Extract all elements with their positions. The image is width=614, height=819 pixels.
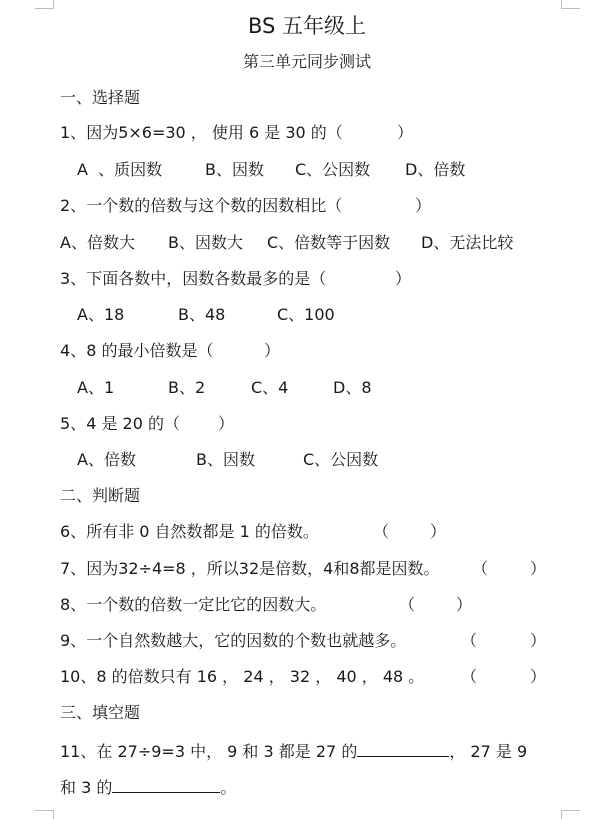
q4-option-b: B、2 — [168, 378, 206, 397]
q3-option-c: C、100 — [277, 305, 335, 324]
question-11-line-2: 和 3 的 。 — [60, 778, 237, 797]
q1-option-a: A 、质因数 — [77, 160, 163, 179]
section-heading-judgment: 二、判断题 — [60, 486, 141, 505]
question-5: 5、4 是 20 的（ — [60, 414, 180, 433]
question-7-paren-open: （ — [472, 559, 489, 578]
crop-mark-top-left — [35, 0, 54, 9]
question-2: 2、一个数的倍数与这个数的因数相比（ — [60, 196, 343, 215]
question-7-paren-close: ） — [530, 559, 547, 578]
question-6: 6、所有非 0 自然数都是 1 的倍数。 — [60, 522, 319, 541]
q1-option-c: C、公因数 — [295, 160, 371, 179]
question-4: 4、8 的最小倍数是（ — [60, 341, 214, 360]
q4-option-a: A、1 — [77, 378, 115, 397]
section-heading-fill-blank: 三、填空题 — [60, 703, 141, 722]
question-11-line-1: 11、在 27÷9=3 中， 9 和 3 都是 27 的 ， 27 是 9 — [60, 742, 528, 761]
q2-option-d: D、无法比较 — [421, 233, 514, 252]
q3-option-a: A、18 — [77, 305, 125, 324]
answer-blank-1[interactable] — [357, 740, 449, 757]
question-8: 8、一个数的倍数一定比它的因数大。 — [60, 595, 327, 614]
question-9-paren-open: （ — [461, 631, 478, 650]
question-6-paren-open: （ — [373, 522, 390, 541]
question-1-paren-close: ） — [397, 123, 414, 142]
q4-option-d: D、8 — [333, 378, 372, 397]
q4-option-c: C、4 — [251, 378, 289, 397]
q5-option-b: B、因数 — [196, 450, 255, 469]
q5-option-a: A、倍数 — [77, 450, 136, 469]
question-1: 1、因为5×6=30 ， 使用 6 是 30 的（ — [60, 123, 343, 142]
q3-option-b: B、48 — [178, 305, 226, 324]
q2-option-c: C、倍数等于因数 — [267, 233, 391, 252]
answer-blank-2[interactable] — [112, 776, 220, 793]
question-9: 9、一个自然数越大，它的因数的个数也就越多。 — [60, 631, 407, 650]
question-7: 7、因为32÷4=8 ，所以32是倍数，4和8都是因数。 — [60, 559, 440, 578]
question-4-paren-close: ） — [264, 341, 281, 360]
section-heading-choice: 一、选择题 — [60, 88, 141, 107]
q2-option-b: B、因数大 — [168, 233, 243, 252]
question-2-paren-close: ） — [415, 196, 432, 215]
question-5-paren-close: ） — [218, 414, 235, 433]
q2-option-a: A、倍数大 — [60, 233, 135, 252]
question-6-paren-close: ） — [430, 522, 447, 541]
question-10: 10、8 的倍数只有 16 ， 24 ， 32 ， 40 ， 48 。 — [60, 667, 425, 686]
question-3-paren-close: ） — [395, 269, 412, 288]
document-subtitle: 第三单元同步测试 — [242, 52, 371, 71]
question-9-paren-close: ） — [530, 631, 547, 650]
q5-option-c: C、公因数 — [303, 450, 379, 469]
question-10-paren-close: ） — [530, 667, 547, 686]
q1-option-d: D、倍数 — [405, 160, 466, 179]
crop-mark-top-right — [561, 0, 580, 9]
document-title: BS 五年级上 — [247, 14, 367, 38]
question-10-paren-open: （ — [461, 667, 478, 686]
question-8-paren-open: （ — [399, 595, 416, 614]
question-3: 3、下面各数中，因数各数最多的是（ — [60, 269, 327, 288]
q1-option-b: B、因数 — [205, 160, 264, 179]
question-8-paren-close: ） — [456, 595, 473, 614]
